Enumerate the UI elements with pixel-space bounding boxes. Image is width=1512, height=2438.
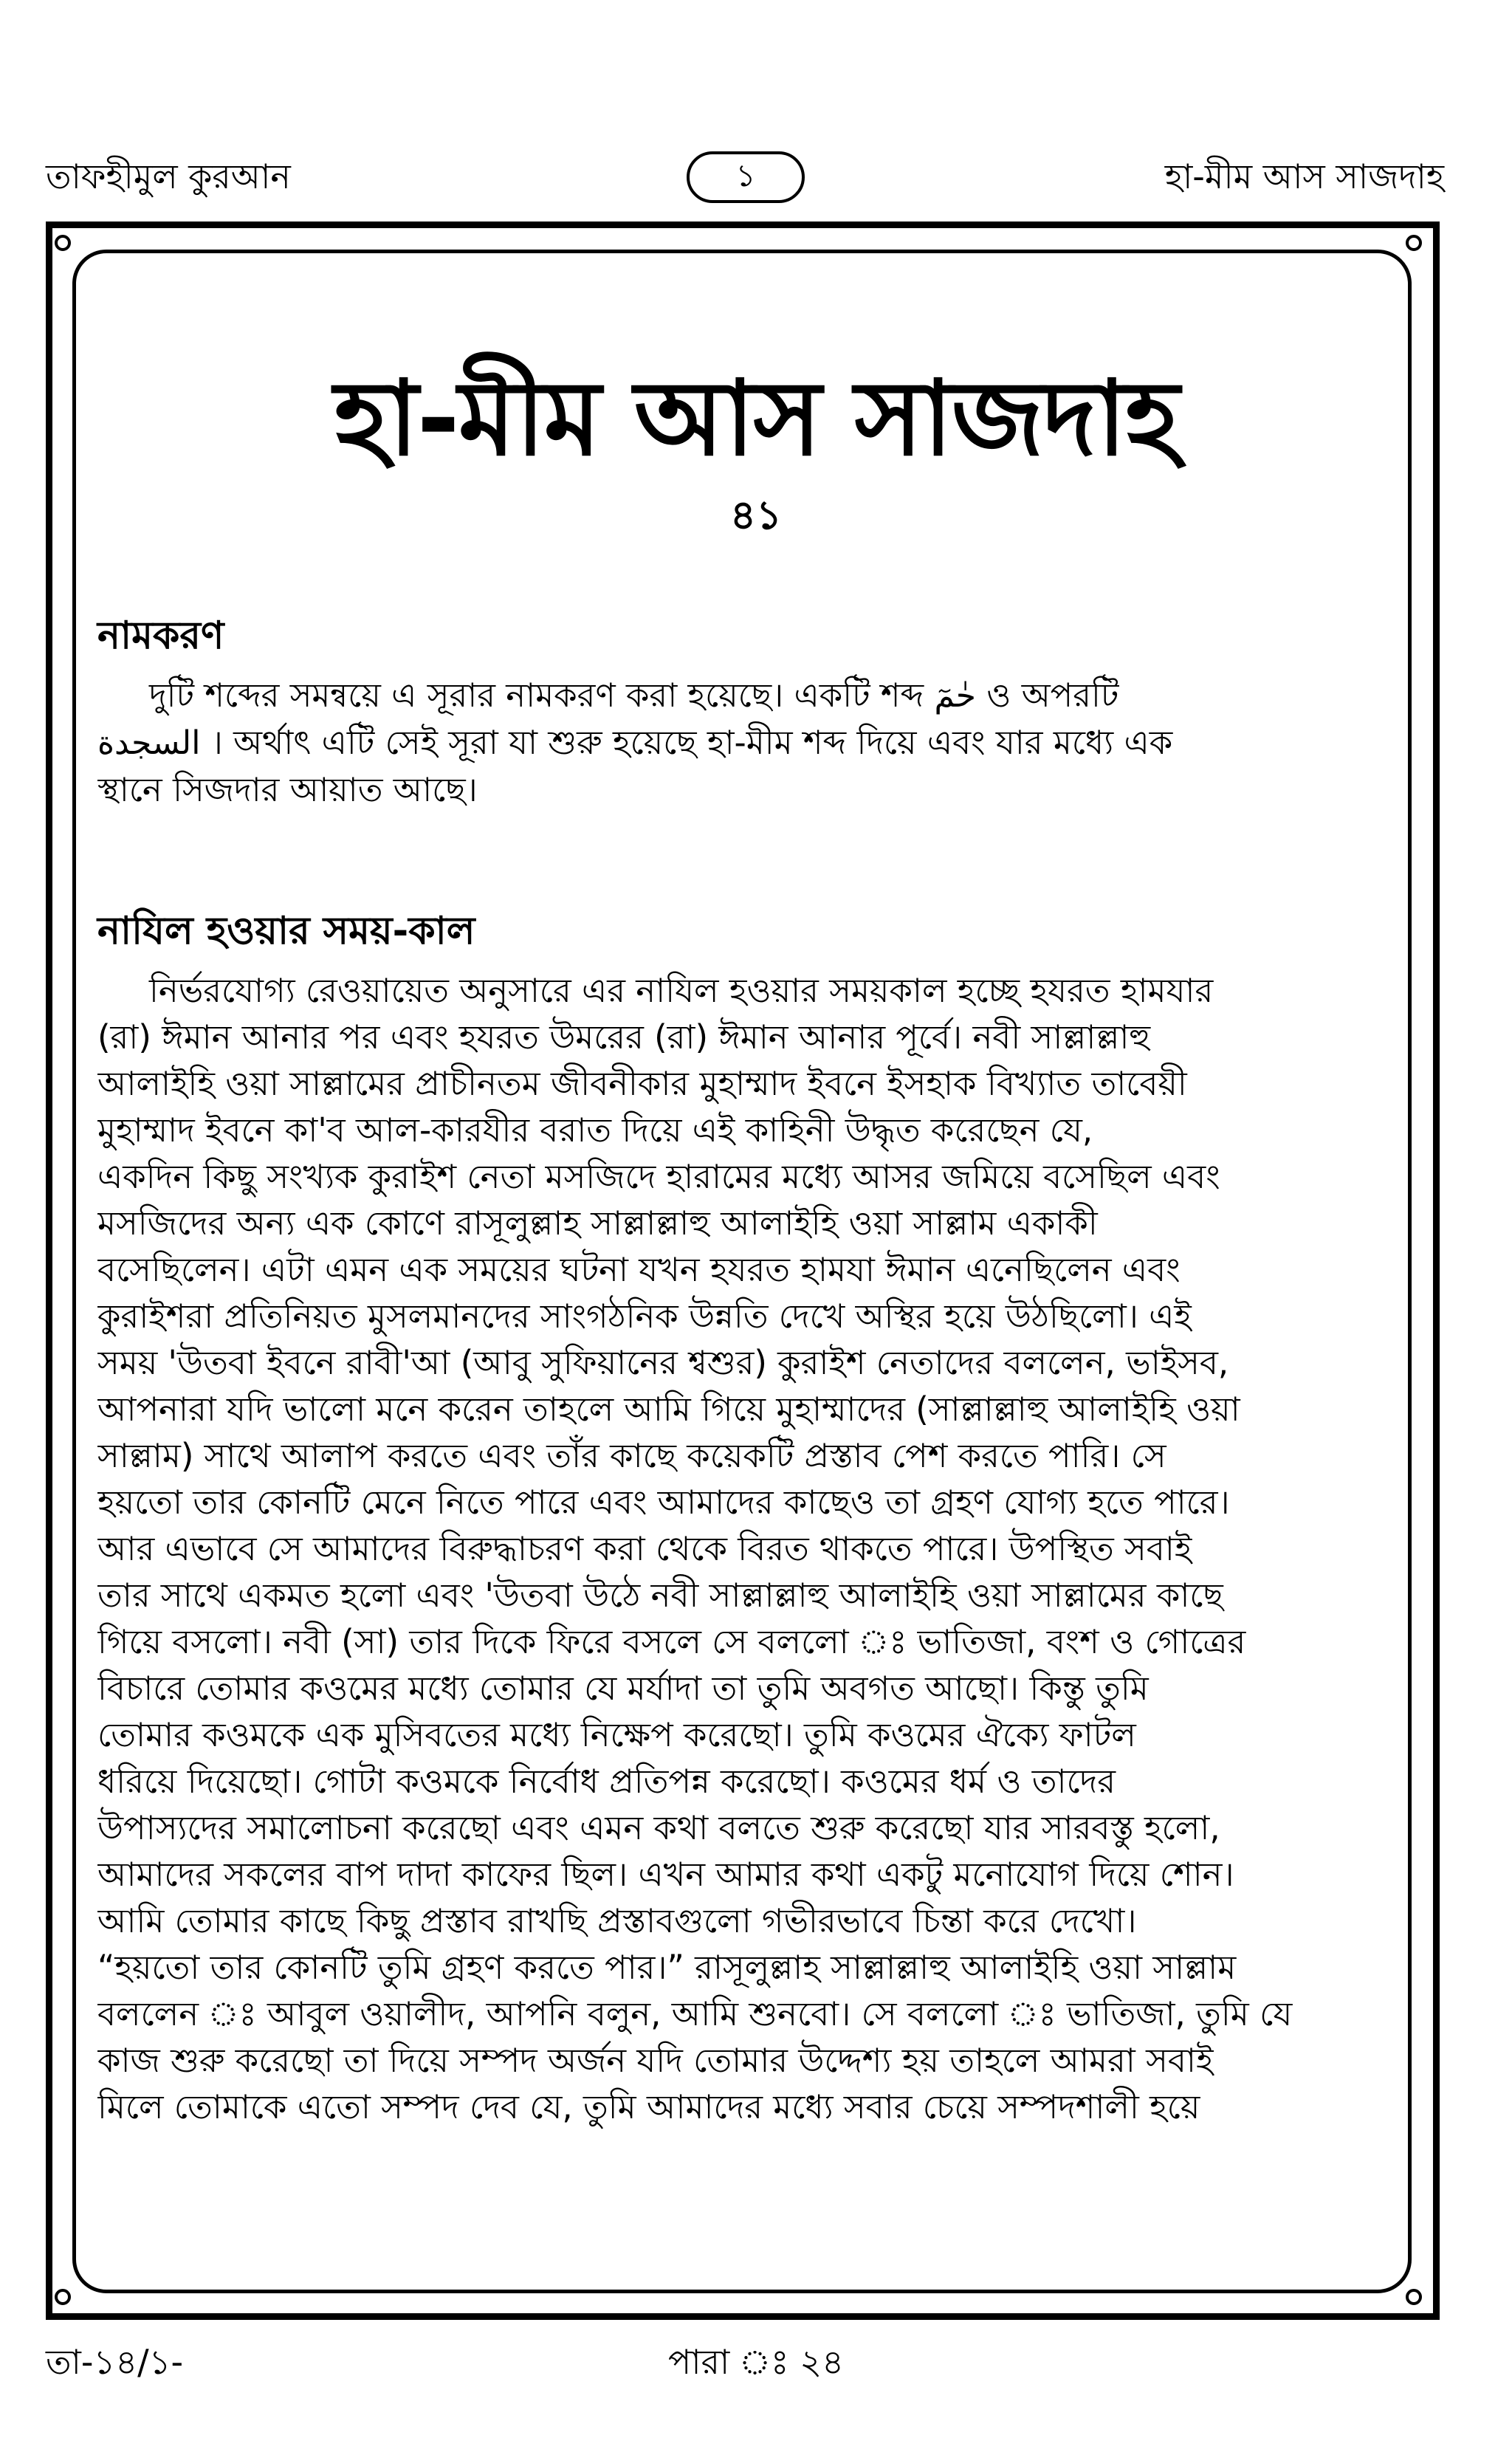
- arabic-word-sajdah: السجدة: [97, 724, 201, 762]
- paragraph-line: মিলে তোমাকে এতো সম্পদ দেব যে, তুমি আমাদের মধ্যে সবার চেয়ে সম্পদশালী হয়ে: [97, 2087, 1200, 2126]
- footer-para-number: পারা ঃ ২৪: [668, 2342, 844, 2382]
- paragraph-line: আমাদের সকলের বাপ দাদা কাফের ছিল। এখন আমার কথা একটু মনোযোগ দিয়ে শোন।: [97, 1855, 1234, 1894]
- paragraph-line: বললেন ঃ আবুল ওয়ালীদ, আপনি বলুন, আমি শুনবো। সে বললো ঃ ভাতিজা, তুমি যে: [97, 1994, 1293, 2033]
- paragraph-line: ধরিয়ে দিয়েছো। গোটা কওমকে নির্বোধ প্রতিপন্ন করেছো। কওমের ধর্ম ও তাদের: [97, 1762, 1116, 1801]
- running-header-book-title: তাফহীমুল কুরআন: [46, 157, 291, 196]
- paragraph-line: হয়তো তার কোনটি মেনে নিতে পারে এবং আমাদের কাছেও তা গ্রহণ যোগ্য হতে পারে।: [97, 1483, 1230, 1522]
- paragraph-line: একদিন কিছু সংখ্যক কুরাইশ নেতা মসজিদে হারামের মধ্যে আসর জমিয়ে বসেছিল এবং: [97, 1157, 1220, 1196]
- paragraph-line: “হয়তো তার কোনটি তুমি গ্রহণ করতে পার।” রাসূলুল্লাহ সাল্লাল্লাহু আলাইহি ওয়া সাল্লাম: [97, 1948, 1237, 1987]
- paragraph-line: সাল্লাম) সাথে আলাপ করতে এবং তাঁর কাছে কয়েকটি প্রস্তাব পেশ করতে পারি। সে: [97, 1436, 1166, 1475]
- paragraph-line: গিয়ে বসলো। নবী (সা) তার দিকে ফিরে বসলে সে বললো ঃ ভাতিজা, বংশ ও গোত্রের: [97, 1622, 1246, 1661]
- paragraph-line: স্থানে সিজদার আয়াত আছে।: [97, 770, 478, 809]
- page-number-badge: [687, 151, 805, 203]
- paragraph-line: উপাস্যদের সমালোচনা করেছো এবং এমন কথা বলতে শুরু করেছো যার সারবস্তু হলো,: [97, 1808, 1220, 1847]
- paragraph-line: কুরাইশরা প্রতিনিয়ত মুসলমানদের সাংগঠনিক উন্নতি দেখে অস্থির হয়ে উঠছিলো। এই: [97, 1297, 1192, 1336]
- paragraph-line: তার সাথে একমত হলো এবং 'উতবা উঠে নবী সাল্লাল্লাহু আলাইহি ওয়া সাল্লামের কাছে: [97, 1576, 1223, 1615]
- paragraph-line: মসজিদের অন্য এক কোণে রাসূলুল্লাহ সাল্লাল্লাহু আলাইহি ওয়া সাল্লাম একাকী: [97, 1203, 1098, 1243]
- running-header-surah-name: হা-মীম আস সাজদাহ: [1164, 157, 1444, 196]
- paragraph-line: আপনারা যদি ভালো মনে করেন তাহলে আমি গিয়ে মুহাম্মাদের (সাল্লাল্লাহু আলাইহি ওয়া: [97, 1390, 1240, 1429]
- paragraph-line: দুটি শব্দের সমন্বয়ে এ সূরার নামকরণ করা হয়েছে। একটি শব্দ حٰمٓ ও অপরটি: [149, 676, 1119, 715]
- frame-corner-ornament: [1406, 2289, 1422, 2305]
- frame-corner-ornament: [55, 235, 71, 251]
- paragraph-line: আর এভাবে সে আমাদের বিরুদ্ধাচরণ করা থেকে বিরত থাকতে পারে। উপস্থিত সবাই: [97, 1529, 1192, 1568]
- paragraph-line: বসেছিলেন। এটা এমন এক সময়ের ঘটনা যখন হযরত হামযা ঈমান এনেছিলেন এবং: [97, 1250, 1181, 1289]
- paragraph-line: নির্ভরযোগ্য রেওয়ায়েত অনুসারে এর নাযিল হওয়ার সময়কাল হচ্ছে হযরত হামযার: [149, 971, 1214, 1010]
- paragraph-line: বিচারে তোমার কওমের মধ্যে তোমার যে মর্যাদা তা তুমি অবগত আছো। কিন্তু তুমি: [97, 1669, 1149, 1708]
- paragraph-line: (রা) ঈমান আনার পর এবং হযরত উমরের (রা) ঈমান আনার পূর্বে। নবী সাল্লাল্লাহু: [97, 1017, 1151, 1057]
- paragraph-line: সময় 'উতবা ইবনে রাবী'আ (আবু সুফিয়ানের শ্বশুর) কুরাইশ নেতাদের বললেন, ভাইসব,: [97, 1343, 1229, 1382]
- footer-volume-marker: তা-১৪/১-: [46, 2342, 184, 2382]
- paragraph-line: আলাইহি ওয়া সাল্লামের প্রাচীনতম জীবনীকার মুহাম্মাদ ইবনে ইসহাক বিখ্যাত তাবেয়ী: [97, 1064, 1187, 1103]
- surah-number: ৪১: [729, 492, 783, 538]
- section-heading-naming: নামকরণ: [97, 614, 224, 658]
- paragraph-line: السجدة । অর্থাৎ এটি সেই সূরা যা শুরু হয়েছে হা-মীম শব্দ দিয়ে এবং যার মধ্যে এক: [97, 723, 1173, 762]
- paragraph-line: কাজ শুরু করেছো তা দিয়ে সম্পদ অর্জন যদি তোমার উদ্দেশ্য হয় তাহলে আমরা সবাই: [97, 2041, 1214, 2080]
- naming-paragraph: [97, 672, 1397, 813]
- surah-title: হা-মীম আস সাজদাহ: [334, 359, 1178, 479]
- revelation-paragraph: [97, 967, 1397, 2130]
- frame-corner-ornament: [55, 2289, 71, 2305]
- frame-corner-ornament: [1406, 235, 1422, 251]
- paragraph-line: মুহাম্মাদ ইবনে কা'ব আল-কারযীর বরাত দিয়ে এই কাহিনী উদ্ধৃত করেছেন যে,: [97, 1110, 1093, 1150]
- section-heading-revelation-period: নাযিল হওয়ার সময়-কাল: [97, 909, 475, 953]
- arabic-word-hamim: حٰمٓ: [934, 677, 976, 715]
- page-number: ১: [735, 157, 756, 193]
- paragraph-line: তোমার কওমকে এক মুসিবতের মধ্যে নিক্ষেপ করেছো। তুমি কওমের ঐক্যে ফাটল: [97, 1715, 1136, 1754]
- paragraph-line: আমি তোমার কাছে কিছু প্রস্তাব রাখছি প্রস্তাবগুলো গভীরভাবে চিন্তা করে দেখো।: [97, 1901, 1137, 1940]
